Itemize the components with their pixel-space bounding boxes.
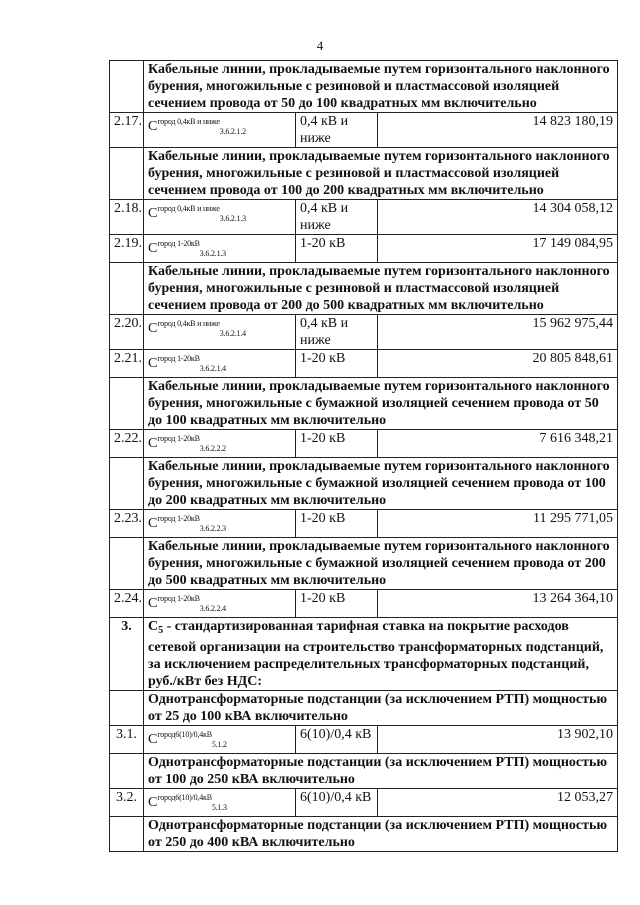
- voltage-level: 6(10)/0,4 кВ: [296, 789, 378, 817]
- group-header-row: [110, 148, 618, 200]
- rate-symbol: C: [148, 516, 158, 531]
- row-number: 2.24.: [110, 590, 144, 618]
- voltage-level: 1-20 кВ: [296, 430, 378, 458]
- row-number-empty: [110, 458, 144, 510]
- section-row: [110, 618, 618, 691]
- row-number: 3.1.: [110, 726, 144, 754]
- rate-code: [144, 113, 296, 148]
- rate-value: 14 823 180,19: [378, 113, 618, 148]
- rate-superscript: город 1-20кВ: [157, 239, 200, 248]
- group-description: Кабельные линии, прокладываемые путем горизонтального наклонного бурения, многожильные с резиновой и пластмассовой изоляцией сечением провода от 100 до 200 квадратных мм включительно: [144, 148, 618, 200]
- row-number-empty: [110, 61, 144, 113]
- section-symbol: C: [148, 619, 159, 634]
- group-description: Кабельные линии, прокладываемые путем горизонтального наклонного бурения, многожильные с бумажной изоляцией сечением провода от 50 до 100 квадратных мм включительно: [144, 378, 618, 430]
- group-description: Однотрансформаторные подстанции (за исключением РТП) мощностью от 250 до 400 кВА включительно: [144, 817, 618, 852]
- rate-symbol: C: [148, 732, 158, 747]
- tariff-row: [110, 430, 618, 458]
- rate-value: 13 264 364,10: [378, 590, 618, 618]
- section-number: 3.: [110, 618, 144, 691]
- row-number: 3.2.: [110, 789, 144, 817]
- group-description: Кабельные линии, прокладываемые путем горизонтального наклонного бурения, многожильные с резиновой и пластмассовой изоляцией сечением провода от 50 до 100 квадратных мм включительно: [144, 61, 618, 113]
- rate-value: 13 902,10: [378, 726, 618, 754]
- tariff-table: [109, 60, 618, 852]
- row-number: 2.22.: [110, 430, 144, 458]
- rate-code: [144, 350, 296, 378]
- rate-symbol: C: [148, 356, 158, 371]
- voltage-level: 0,4 кВ и ниже: [296, 113, 378, 148]
- group-header-row: [110, 817, 618, 852]
- row-number-empty: [110, 817, 144, 852]
- section-text: - стандартизированная тарифная ставка на покрытие расходов сетевой организации на строительство трансформаторных подстанций, за исключением распределительных трансформаторных подстанций, руб./кВт без НДС:: [148, 619, 604, 689]
- rate-value: 7 616 348,21: [378, 430, 618, 458]
- rate-value: 15 962 975,44: [378, 315, 618, 350]
- rate-superscript: город 1-20кВ: [157, 434, 200, 443]
- group-description: Кабельные линии, прокладываемые путем горизонтального наклонного бурения, многожильные с резиновой и пластмассовой изоляцией сечением провода от 200 до 500 квадратных мм включительно: [144, 263, 618, 315]
- rate-code: [144, 590, 296, 618]
- rate-symbol: C: [148, 206, 158, 221]
- group-description: Кабельные линии, прокладываемые путем горизонтального наклонного бурения, многожильные с бумажной изоляцией сечением провода от 200 до 500 квадратных мм включительно: [144, 538, 618, 590]
- group-description: Кабельные линии, прокладываемые путем горизонтального наклонного бурения, многожильные с бумажной изоляцией сечением провода от 100 до 200 квадратных мм включительно: [144, 458, 618, 510]
- section-description: [144, 618, 618, 691]
- rate-value: 20 805 848,61: [378, 350, 618, 378]
- rate-superscript: город 1-20кВ: [157, 354, 200, 363]
- rate-code: [144, 789, 296, 817]
- rate-subscript: 3.6.2.1.3: [219, 214, 246, 223]
- rate-superscript: город 1-20кВ: [157, 594, 200, 603]
- group-header-row: [110, 458, 618, 510]
- rate-subscript: 3.6.2.1.3: [199, 249, 226, 258]
- row-number: 2.19.: [110, 235, 144, 263]
- group-header-row: [110, 263, 618, 315]
- tariff-row: [110, 113, 618, 148]
- rate-symbol: C: [148, 241, 158, 256]
- rate-superscript: город 0,4кВ и ниже: [157, 117, 220, 126]
- tariff-row: [110, 200, 618, 235]
- rate-superscript: город6(10)/0,4кВ: [157, 793, 212, 802]
- row-number-empty: [110, 691, 144, 726]
- voltage-level: 0,4 кВ и ниже: [296, 315, 378, 350]
- row-number-empty: [110, 148, 144, 200]
- rate-superscript: город 0,4кВ и ниже: [157, 319, 220, 328]
- row-number: 2.18.: [110, 200, 144, 235]
- row-number-empty: [110, 378, 144, 430]
- voltage-level: 1-20 кВ: [296, 590, 378, 618]
- voltage-level: 1-20 кВ: [296, 235, 378, 263]
- row-number: 2.17.: [110, 113, 144, 148]
- rate-code: [144, 510, 296, 538]
- page-number: 4: [316, 38, 324, 53]
- rate-subscript: 3.6.2.2.3: [199, 524, 226, 533]
- voltage-level: 1-20 кВ: [296, 510, 378, 538]
- group-header-row: [110, 691, 618, 726]
- rate-value: 11 295 771,05: [378, 510, 618, 538]
- tariff-row: [110, 726, 618, 754]
- rate-superscript: город 1-20кВ: [157, 514, 200, 523]
- rate-subscript: 5.1.3: [211, 803, 227, 812]
- rate-code: [144, 200, 296, 235]
- rate-subscript: 3.6.2.2.4: [199, 604, 226, 613]
- group-description: Однотрансформаторные подстанции (за исключением РТП) мощностью от 25 до 100 кВА включительно: [144, 691, 618, 726]
- rate-subscript: 3.6.2.1.2: [219, 127, 246, 136]
- group-header-row: [110, 61, 618, 113]
- tariff-row: [110, 510, 618, 538]
- rate-code: [144, 315, 296, 350]
- group-header-row: [110, 538, 618, 590]
- tariff-row: [110, 235, 618, 263]
- rate-value: 14 304 058,12: [378, 200, 618, 235]
- rate-value: 17 149 084,95: [378, 235, 618, 263]
- row-number: 2.21.: [110, 350, 144, 378]
- voltage-level: 1-20 кВ: [296, 350, 378, 378]
- voltage-level: 0,4 кВ и ниже: [296, 200, 378, 235]
- tariff-row: [110, 350, 618, 378]
- rate-symbol: C: [148, 321, 158, 336]
- rate-code: [144, 430, 296, 458]
- rate-code: [144, 726, 296, 754]
- group-description: Однотрансформаторные подстанции (за исключением РТП) мощностью от 100 до 250 кВА включительно: [144, 754, 618, 789]
- row-number: 2.20.: [110, 315, 144, 350]
- rate-symbol: C: [148, 119, 158, 134]
- tariff-table-body: [110, 61, 618, 852]
- rate-value: 12 053,27: [378, 789, 618, 817]
- row-number-empty: [110, 754, 144, 789]
- rate-code: [144, 235, 296, 263]
- tariff-row: [110, 789, 618, 817]
- rate-superscript: город6(10)/0,4кВ: [157, 730, 212, 739]
- row-number: 2.23.: [110, 510, 144, 538]
- tariff-row: [110, 315, 618, 350]
- tariff-row: [110, 590, 618, 618]
- group-header-row: [110, 378, 618, 430]
- row-number-empty: [110, 263, 144, 315]
- section-subscript: 5: [158, 625, 164, 636]
- group-header-row: [110, 754, 618, 789]
- rate-superscript: город 0,4кВ и ниже: [157, 204, 220, 213]
- rate-subscript: 3.6.2.2.2: [199, 444, 226, 453]
- row-number-empty: [110, 538, 144, 590]
- rate-symbol: C: [148, 436, 158, 451]
- rate-symbol: C: [148, 596, 158, 611]
- rate-subscript: 5.1.2: [211, 740, 227, 749]
- rate-subscript: 3.6.2.1.4: [199, 364, 226, 373]
- voltage-level: 6(10)/0,4 кВ: [296, 726, 378, 754]
- rate-subscript: 3.6.2.1.4: [219, 329, 246, 338]
- rate-symbol: C: [148, 795, 158, 810]
